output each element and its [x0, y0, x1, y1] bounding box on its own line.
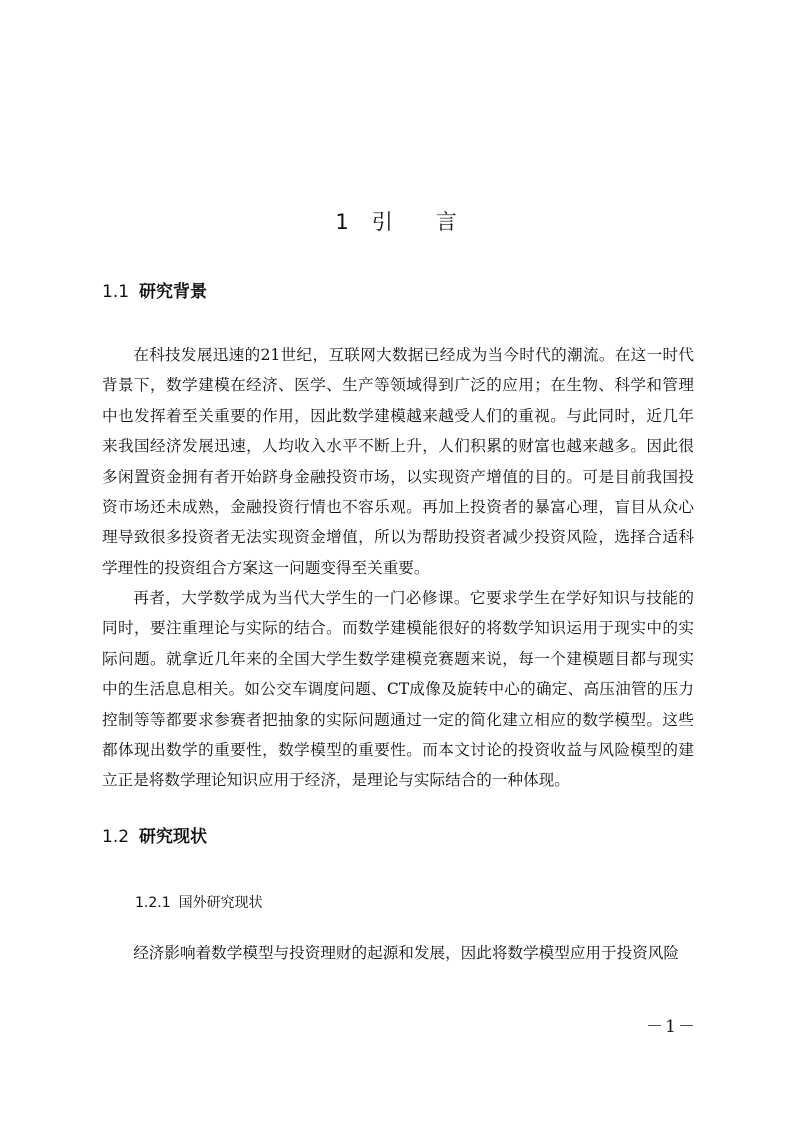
subsection-heading-1-2-1	[135, 892, 263, 912]
body-paragraph-foreign-research: 经济影响着数学模型与投资理财的起源和发展，因此将数学模型应用于投资风险	[133, 944, 679, 962]
page-number: －1－	[646, 1017, 697, 1037]
subsection-number: 1.2.1	[135, 895, 171, 911]
section-number: 1.2	[102, 827, 130, 847]
section-title: 研究背景	[139, 282, 208, 302]
section-heading-1-2	[102, 822, 207, 847]
chapter-number: 1	[335, 210, 350, 234]
chapter-title	[0, 206, 793, 236]
subsection-title: 国外研究现状	[178, 895, 263, 911]
section-number: 1.1	[102, 282, 130, 302]
chapter-title-char-1: 引	[371, 210, 394, 234]
section-heading-1-1	[102, 277, 207, 302]
chapter-title-char-2: 言	[435, 210, 458, 234]
section-title: 研究现状	[139, 827, 208, 847]
body-paragraph-background-1: 在科技发展迅速的21世纪，互联网大数据已经成为当今时代的潮流。在这一时代背景下，数学建模在经济、医学、生产等领域得到广泛的应用；在生物、科学和管理中也发挥着至关重要的作用，因此数学建模越来越受人们的重视。与此同时，近几年来我国经济发展迅速，人均收入水平不断上升，人们积累的财富也越来越多。因此很多闲置资金拥有者开始跻身金融投资市场，以实现资产增值的目的。可是目前我国投资市场还未成熟，金融投资行情也不容乐观。再加上投资者的暴富心理，盲目从众心理导致很多投资者无法实现资金增值，所以为帮助投资者减少投资风险，选择合适科学理性的投资组合方案这一问题变得至关重要。	[102, 346, 694, 577]
body-paragraph-background-2: 再者，大学数学成为当代大学生的一门必修课。它要求学生在学好知识与技能的同时，要注重理论与实际的结合。而数学建模能很好的将数学知识运用于现实中的实际问题。就拿近几年来的全国大学生数学建模竞赛题来说，每一个建模题目都与现实中的生活息息相关。如公交车调度问题、CT成像及旋转中心的确定、高压油管的压力控制等等都要求参赛者把抽象的实际问题通过一定的简化建立相应的数学模型。这些都体现出数学的重要性，数学模型的重要性。而本文讨论的投资收益与风险模型的建立正是将数学理论知识应用于经济，是理论与实际结合的一种体现。	[102, 589, 694, 790]
